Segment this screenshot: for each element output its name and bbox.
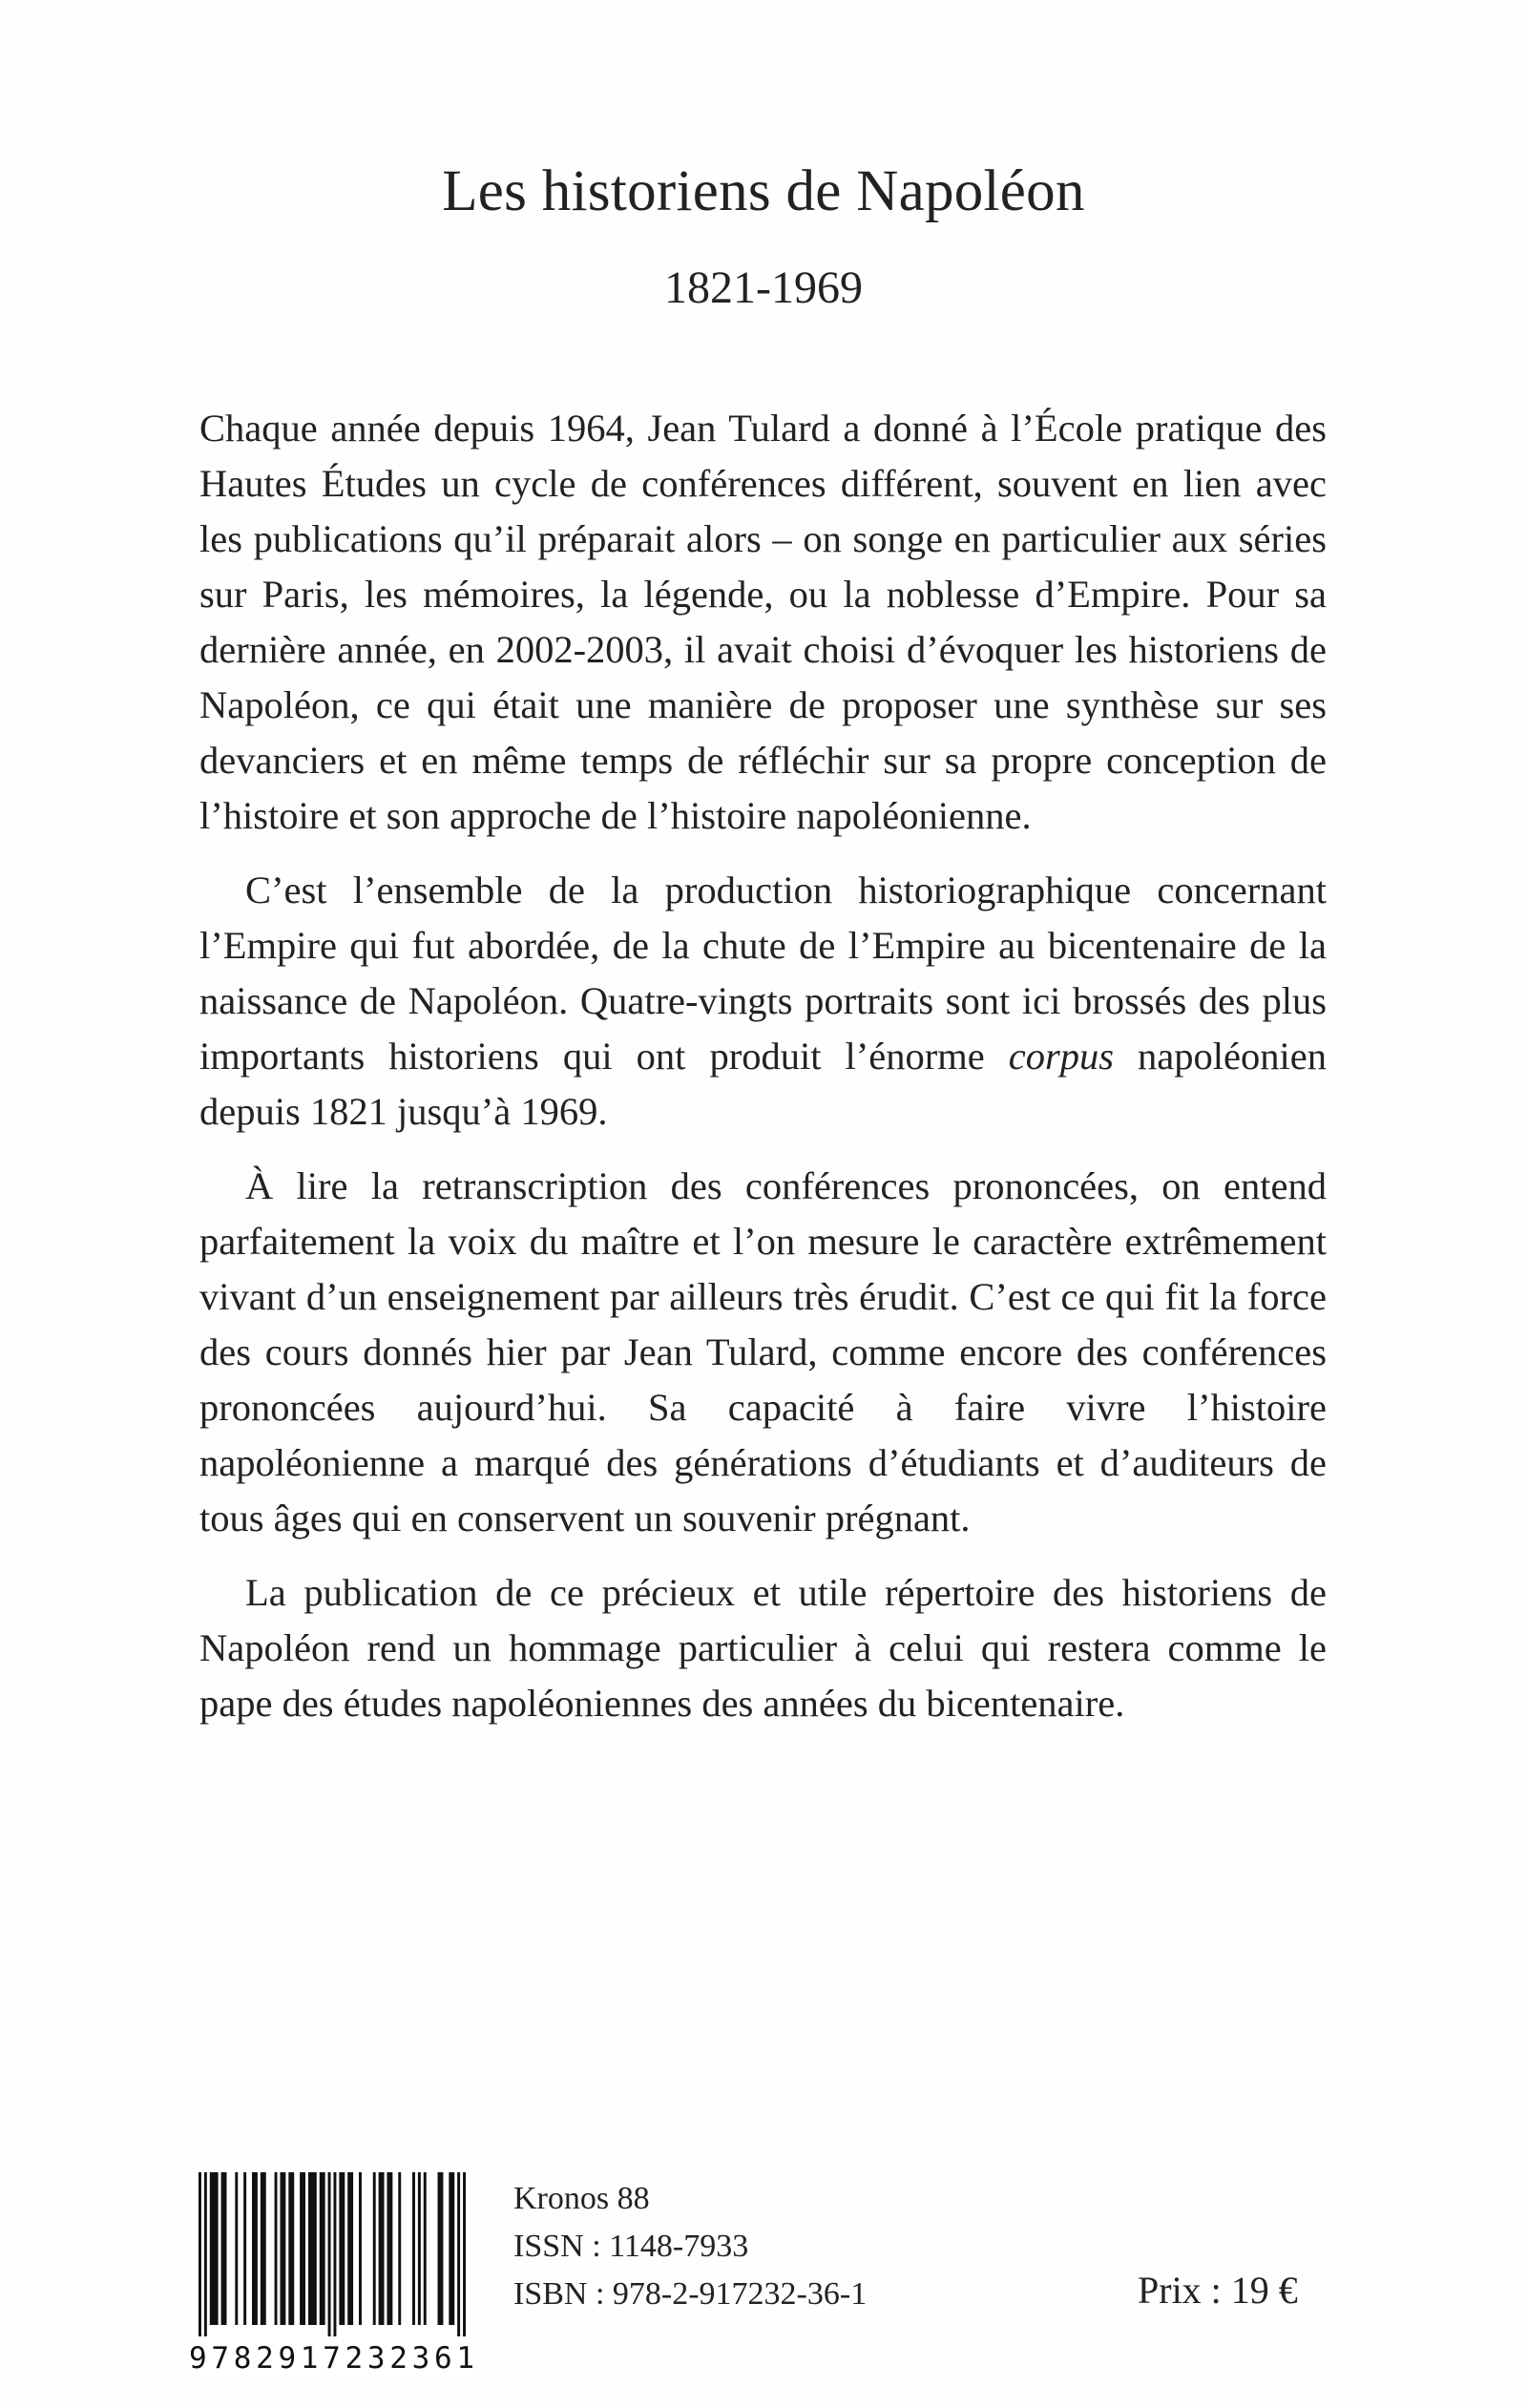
issn-label: ISSN : 1148-7933	[513, 2229, 749, 2264]
barcode-bar	[275, 2172, 278, 2325]
barcode-bar	[347, 2172, 353, 2325]
barcode-bar	[457, 2172, 460, 2336]
blurb-paragraph-4: La publication de ce précieux et utile répertoire des historiens de Napoléon rend un hommage particulier à celui qui restera comme le pape des études napoléoniennes des années du bicentenaire.	[199, 1571, 1327, 1725]
barcode-bar	[221, 2172, 227, 2325]
barcode-bar	[199, 2172, 201, 2336]
book-title: Les historiens de Napoléon	[442, 159, 1085, 223]
barcode-number	[189, 2341, 475, 2376]
barcode-bar	[412, 2172, 415, 2325]
barcode-digit: 8	[233, 2341, 253, 2376]
barcode-digit: 2	[389, 2341, 408, 2376]
barcode-bar	[379, 2172, 385, 2325]
barcode-bar	[210, 2172, 219, 2325]
barcode-digit: 1	[300, 2341, 320, 2376]
blurb-paragraph-3: À lire la retranscription des conférences prononcées, on entend parfaitement la voix du maître et l’on mesure le caractère extrêmement vivant d’un enseignement par ailleurs très érudit. C’est ce qui fit la force des cours donnés hier par Jean Tulard, comme encore des conférences prononcées aujourd’hui. Sa capacité à faire vivre l’histoire napoléonienne a marqué des générations d’étudiants et d’auditeurs de tous âges qui en conservent un souvenir prégnant.	[199, 1164, 1327, 1539]
barcode-bar	[373, 2172, 376, 2325]
barcode-digit: 2	[345, 2341, 365, 2376]
barcode-bar	[424, 2172, 427, 2325]
blurb-italic-term: corpus	[1008, 1035, 1114, 1078]
barcode-digit: 9	[189, 2341, 208, 2376]
barcode-bar	[463, 2172, 466, 2336]
barcode-bar	[243, 2172, 246, 2325]
barcode-bar	[261, 2172, 266, 2325]
barcode-digit: 3	[366, 2341, 387, 2376]
book-subtitle: 1821-1969	[664, 262, 863, 313]
barcode-bar	[320, 2172, 325, 2325]
isbn-label: ISBN : 978-2-917232-36-1	[513, 2276, 868, 2312]
blurb-paragraph-1: Chaque année depuis 1964, Jean Tulard a donné à l’École pratique des Hautes Études un cycle de conférences différent, souvent en lien avec les publications qu’il préparait alors – on songe en particulier aux séries sur Paris, les mémoires, la légende, ou la noblesse d’Empire. Pour sa dernière année, en 2002-2003, il avait choisi d’évoquer les historiens de Napoléon, ce qui était une manière de proposer une synthèse sur ses devanciers et en même temps de réfléchir sur sa propre conception de l’histoire et son approche de l’histoire napoléonienne.	[199, 407, 1327, 837]
barcode-digit: 9	[278, 2341, 298, 2376]
barcode	[189, 2163, 475, 2382]
barcode-digit: 1	[456, 2341, 475, 2376]
barcode-digit: 6	[433, 2341, 453, 2376]
barcode-digit: 2	[256, 2341, 275, 2376]
barcode-bar	[339, 2172, 345, 2325]
barcode-bar	[252, 2172, 258, 2325]
barcode-digit: 7	[211, 2341, 231, 2376]
barcode-bar	[328, 2172, 331, 2336]
barcode-bar	[235, 2172, 238, 2325]
barcode-bar	[300, 2172, 305, 2325]
barcode-bar	[387, 2172, 392, 2325]
barcode-bar	[280, 2172, 285, 2325]
collection-label: Kronos 88	[513, 2181, 650, 2216]
barcode-bar	[449, 2172, 454, 2325]
barcode-bar	[333, 2172, 336, 2336]
barcode-bar	[308, 2172, 317, 2325]
barcode-bar	[438, 2172, 444, 2325]
barcode-bars	[199, 2172, 466, 2336]
barcode-bar	[359, 2172, 362, 2325]
barcode-bar	[398, 2172, 401, 2325]
barcode-digit: 3	[411, 2341, 431, 2376]
barcode-bar	[204, 2172, 207, 2336]
blurb-paragraph-2-end: napoléonien depuis 1821 jusqu’à 1969.	[199, 1035, 1327, 1133]
barcode-bar	[288, 2172, 294, 2325]
publication-info	[513, 2175, 867, 2318]
price-label: Prix : 19 €	[1138, 2269, 1298, 2312]
blurb-paragraph-2-start: C’est l’ensemble de la production historiographique concernant l’Empire qui fut abordée, de la chute de l’Empire au bicentenaire de la naissance de Napoléon. Quatre-vingts portraits sont ici brossés des plus importants historiens qui ont produit l’énorme	[199, 869, 1327, 1078]
blurb	[199, 401, 1327, 1750]
blurb-paragraph-2	[199, 863, 1327, 1140]
barcode-bar	[418, 2172, 421, 2325]
barcode-digit: 7	[323, 2341, 342, 2376]
